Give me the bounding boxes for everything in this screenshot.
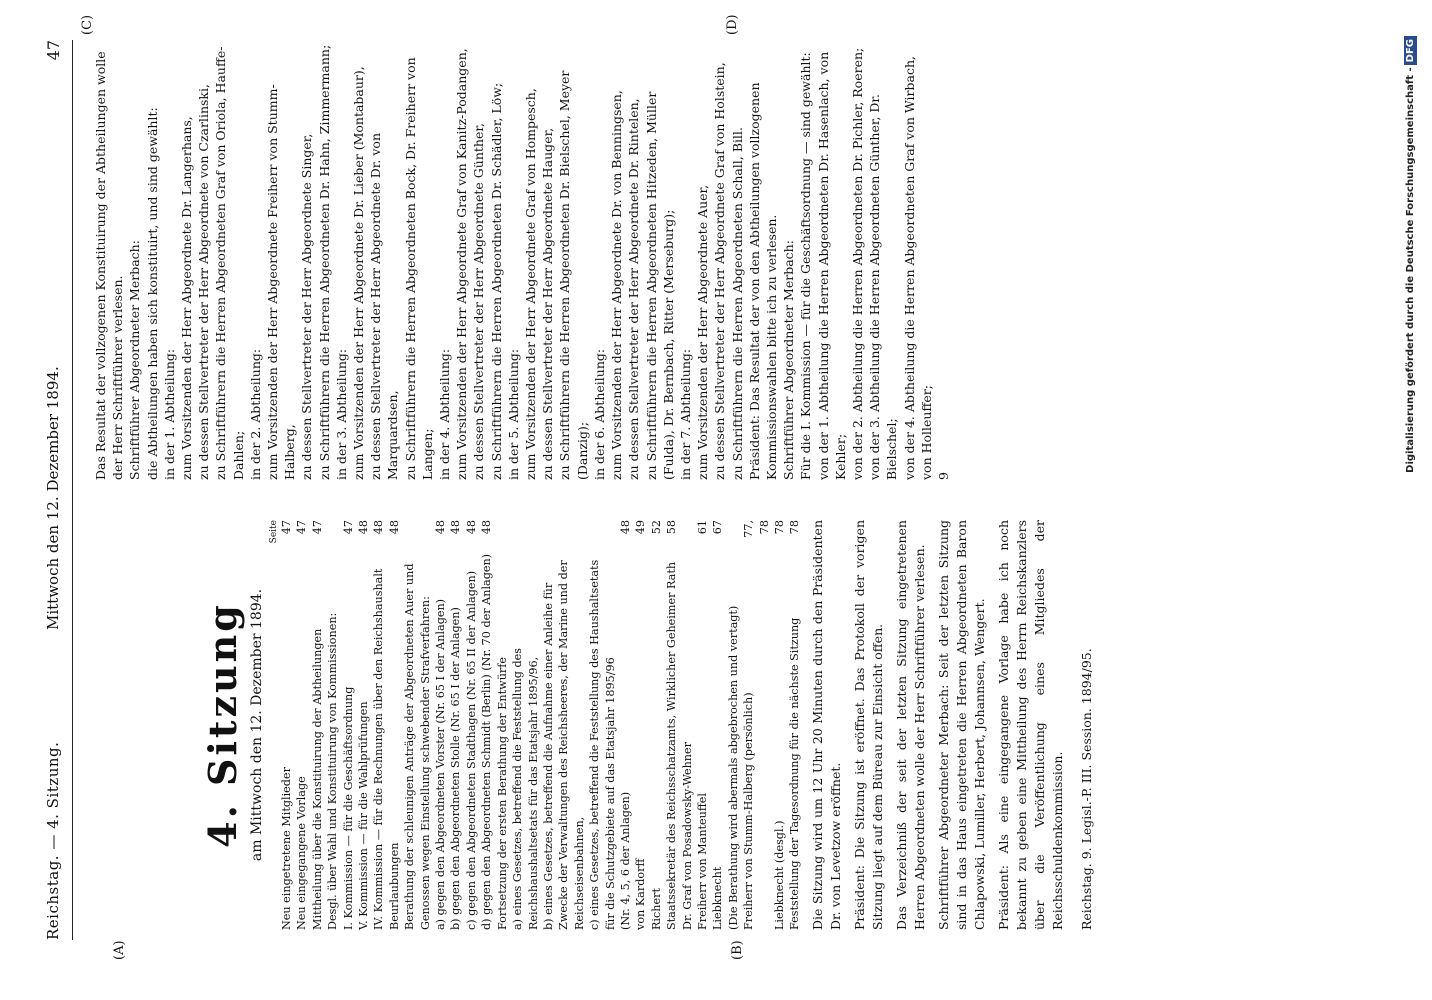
toc-row xyxy=(371,520,386,930)
toc-page: 78 xyxy=(788,520,802,535)
text-line: die Abtheilungen haben sich konstituirt, und sind gewählt: xyxy=(144,107,160,480)
text-line: zu Schriftführern die Herren Abgeordneten Dr. Hahn, Zimmermann; xyxy=(316,44,332,480)
toc-entry: Staatssekretär des Reichsschatzamts, Wirklicher Geheimer Rath Dr. Graf von Posadowsky-Wehner xyxy=(665,561,694,930)
toc-entry: Neu eingetretene Mitglieder xyxy=(280,767,293,930)
text-line: zum Vorsitzenden der Herr Abgeordnete Graf von Hompesch, xyxy=(523,88,539,480)
text-line: von der 3. Abtheilung die Herren Abgeordneten Günther, Dr. Bielschel; xyxy=(867,94,900,480)
toc-row xyxy=(341,520,356,930)
toc-page xyxy=(325,520,340,544)
toc-page: 48 xyxy=(480,520,494,535)
text-line: zu Schriftführern die Herren Abgeordneten Hitzeden, Müller (Fulda), Dr. Bernbach, Ritter (Merseburg); xyxy=(643,91,676,480)
marker-a: (A) xyxy=(112,940,127,960)
text-line: in der 3. Abtheilung: xyxy=(333,348,349,480)
toc-entry: V. Kommission — für die Wahlprüfungen xyxy=(357,701,371,930)
session-date: am Mittwoch den 12. Dezember 1894. xyxy=(249,588,265,862)
toc-row xyxy=(387,520,402,930)
text-line: Schriftführer Abgeordneter Merbach: xyxy=(781,240,797,480)
toc-row xyxy=(587,520,618,930)
toc-page: 47 xyxy=(310,520,324,535)
text-line: zu dessen Stellvertreter der Herr Abgeordnete Singer, xyxy=(299,133,315,480)
text-line: 9 xyxy=(935,472,951,480)
header-center: Mittwoch den 12. Dezember 1894. xyxy=(44,366,62,630)
toc-row xyxy=(402,520,433,930)
toc-page xyxy=(726,520,741,544)
paragraph: Präsident: Die Sitzung ist eröffnet. Das Protokoll der vorigen Sitzung liegt auf dem Büreau zur Einsicht offen. xyxy=(851,520,885,930)
toc-entry: a) eines Gesetzes, betreffend die Feststellung des Reichshaushaltsetats für das Etatsjahr 1895/96, xyxy=(511,647,540,930)
paragraph: Die Sitzung wird um 12 Uhr 20 Minuten durch den Präsidenten Dr. von Levetzow eröffnet. xyxy=(809,520,843,930)
text-line: Schriftführer Abgeordneter Merbach: xyxy=(127,240,143,480)
page-footer: Reichstag. 9. Legisl.-P. III. Session. 1894/95. xyxy=(1078,648,1094,930)
toc-entry: Richert xyxy=(649,888,663,930)
text-line: zum Vorsitzenden der Herr Abgeordnete Graf von Kanitz-Podangen, xyxy=(454,48,470,480)
toc-row xyxy=(710,520,725,930)
text-line: in der 1. Abtheilung: xyxy=(161,348,177,480)
toc-entry: Desgl. über Wahl und Konstituirung von Kommissionen: xyxy=(326,612,340,930)
toc-row xyxy=(787,520,802,930)
text-line: von der 1. Abtheilung die Herren Abgeordneten Dr. Hasenlach, von Kehler; xyxy=(815,51,848,480)
toc-row xyxy=(664,520,695,930)
toc-row xyxy=(772,520,787,930)
toc-entry: Beurlaubungen xyxy=(387,842,401,930)
toc-page: 47 xyxy=(280,520,293,535)
text-line: zu Schriftführern die Herren Abgeordneten Graf von Oriola, Hauffe-Dahlen; xyxy=(213,46,246,480)
toc-page xyxy=(495,520,510,544)
text-line: von der 2. Abtheilung die Herren Abgeordneten Dr. Pichler, Roeren; xyxy=(849,47,865,480)
toc-page xyxy=(587,520,618,544)
text-line: Das Resultat der vollzogenen Konstituirung der Abtheilungen wolle der Herr Schriftführer verlesen. xyxy=(93,51,126,480)
toc-entry: von Kardorff xyxy=(634,858,648,930)
marker-c: (C) xyxy=(80,14,95,35)
paragraph: Präsident: Als eine eingegangene Vorlage habe ich noch bekannt zu geben eine Mittheilung des Herrn Reichskanzlers über die Veröffentlichung eines Mitgliedes der Reichsschuldenkommission. xyxy=(995,520,1065,930)
marker-b: (B) xyxy=(730,940,745,960)
text-line: in der 6. Abtheilung: xyxy=(591,348,607,480)
toc-entry: I. Kommission — für die Geschäftsordnung xyxy=(341,686,355,930)
toc-entry: c) eines Gesetzes, betreffend die Feststellung des Haushaltsetats für die Schutzgebiete auf das Etatsjahr 1895/96 xyxy=(588,559,617,930)
text-line: Für die I. Kommission — für die Geschäftsordnung — sind gewählt: xyxy=(798,52,814,480)
toc-entry: Liebknecht (desgl.) xyxy=(773,820,786,930)
session-title: 4. Sitzung xyxy=(200,602,245,848)
opening-paragraphs xyxy=(809,520,1067,930)
toc-entry: (Nr. 4, 5, 6 der Anlagen) xyxy=(618,791,632,930)
paragraph: Schriftführer Abgeordneter Merbach: Seit der letzten Sitzung sind in das Haus eingetreten die Herren Abgeordneten Baron Chlapowski, Lumiller, Herbert, Johannsen, Wengert. xyxy=(935,520,987,930)
text-line: zum Vorsitzenden der Herr Abgeordnete Freiherr von Stumm-Halberg, xyxy=(265,84,298,480)
toc-entry: d) gegen den Abgeordneten Schmidt (Berlin) (Nr. 70 der Anlagen) xyxy=(480,553,494,930)
left-column xyxy=(130,520,1094,930)
text-line: zu dessen Stellvertreter der Herr Abgeordnete Graf von Holstein, xyxy=(712,62,728,480)
toc-entry: a) gegen den Abgeordneten Vorster (Nr. 65 I der Anlagen) xyxy=(434,598,448,930)
text-line: zu Schriftführern die Herren Abgeordneten Schall, Bill. xyxy=(729,127,745,480)
toc-entry: Fortsetzung der ersten Berathung der Entwürfe xyxy=(495,656,509,930)
text-line: zu Schriftführern die Herren Abgeordneten Bock, Dr. Freiherr von Langen; xyxy=(402,57,435,480)
digitization-notice xyxy=(1398,0,1428,1000)
toc-page: 48 xyxy=(434,520,448,535)
table-of-contents xyxy=(279,520,803,930)
dfg-logo: DFG xyxy=(1404,36,1417,65)
toc-page: 48 xyxy=(372,520,386,535)
toc-entry: Mittheilung über die Konstituirung der Abtheilungen xyxy=(310,628,324,930)
toc-row xyxy=(356,520,371,930)
toc-row xyxy=(433,520,448,930)
toc-page: 58 xyxy=(665,520,679,535)
toc-page: 49 xyxy=(634,520,648,535)
text-line: von der 4. Abtheilung die Herren Abgeordneten Graf von Wirbach, von Holleuffer; xyxy=(901,56,934,480)
toc-row xyxy=(649,520,664,930)
toc-row xyxy=(479,520,494,930)
toc-row xyxy=(510,520,541,930)
toc-entry: b) eines Gesetzes, betreffend die Aufnahme einer Anleihe für Zwecke der Verwaltungen des Reichsheeres, der Marine und der Reichseisenbahnen, xyxy=(541,560,586,930)
toc-entry: Liebknecht xyxy=(711,866,725,930)
toc-page: 48 xyxy=(464,520,478,535)
page-header xyxy=(42,40,73,940)
text-line: in der 7. Abtheilung: xyxy=(677,348,693,480)
toc-page: 48 xyxy=(387,520,401,535)
toc-entry: IV. Kommission — für die Rechnungen über den Reichshaushalt xyxy=(372,568,386,930)
toc-page xyxy=(402,520,433,544)
header-left: Reichstag. — 4. Sitzung. xyxy=(44,741,62,940)
text-line: in der 5. Abtheilung: xyxy=(505,348,521,480)
toc-entry: b) gegen den Abgeordneten Stolle (Nr. 65 I der Anlagen) xyxy=(449,607,463,930)
toc-page: 48 xyxy=(449,520,463,535)
toc-entry: Neu eingegangene Vorlage xyxy=(295,776,309,930)
toc-page: 48 xyxy=(357,520,371,535)
toc-row xyxy=(279,520,294,930)
right-column xyxy=(92,40,952,480)
toc-row xyxy=(325,520,340,930)
toc-row xyxy=(495,520,510,930)
toc-page: 77, 78 xyxy=(742,520,771,538)
toc-row xyxy=(741,520,772,930)
toc-row xyxy=(448,520,463,930)
text-line: zum Vorsitzenden der Herr Abgeordnete Auer, xyxy=(695,184,711,480)
toc-entry: Freiherr von Stumm-Halberg (persönlich) xyxy=(742,692,756,930)
toc-entry: c) gegen den Abgeordneten Stadthagen (Nr. 65 II der Anlagen) xyxy=(464,570,478,930)
toc-row xyxy=(294,520,309,930)
toc-row xyxy=(310,520,325,930)
toc-page: 78 xyxy=(773,520,786,535)
text-line: zum Vorsitzenden der Herr Abgeordnete Dr. von Benningsen, xyxy=(609,90,625,480)
toc-row xyxy=(695,520,710,930)
text-line: zu dessen Stellvertreter der Herr Abgeordnete Hauger, xyxy=(540,127,556,480)
text-line: in der 4. Abtheilung: xyxy=(437,348,453,480)
text-line: zu dessen Stellvertreter der Herr Abgeordnete Dr. von Marquardsen, xyxy=(368,133,401,480)
toc-row xyxy=(464,520,479,930)
text-line: zu Schriftführern die Herren Abgeordneten Dr. Schädler, Löw; xyxy=(488,82,504,480)
marker-d: (D) xyxy=(725,14,740,35)
toc-row xyxy=(726,520,741,930)
toc-row xyxy=(633,520,648,930)
toc-header: Seite xyxy=(269,520,279,544)
toc-entry: Feststellung der Tagesordnung für die nächste Sitzung xyxy=(788,617,802,930)
text-line: zum Vorsitzenden der Herr Abgeordnete Dr. Lieber (Montabaur), xyxy=(351,66,367,480)
text-line: zu Schriftführern die Herren Abgeordneten Dr. Bielschel, Meyer (Danzig); xyxy=(557,70,590,480)
toc-entry: Berathung der schleunigen Anträge der Abgeordneten Auer und Genossen wegen Einstellung schwebender Strafverfahren: xyxy=(403,563,432,930)
toc-page: 67 xyxy=(711,520,725,535)
toc-page: 47 xyxy=(295,520,309,535)
toc-page: 52 xyxy=(649,520,663,535)
page-number: 47 xyxy=(44,40,63,61)
paragraph: Das Verzeichniß der seit der letzten Sitzung eingetretenen Herren Abgeordneten wolle der Herr Schriftführer verlesen. xyxy=(893,520,927,930)
toc-page: 61 xyxy=(695,520,709,535)
text-line: in der 2. Abtheilung: xyxy=(247,348,263,480)
text-line: zu dessen Stellvertreter der Herr Abgeordnete Günther, xyxy=(471,123,487,480)
toc-page xyxy=(510,520,541,544)
toc-row xyxy=(541,520,587,930)
toc-page: 47 xyxy=(341,520,355,535)
toc-row xyxy=(618,520,633,930)
text-line: Präsident: Das Resultat der von den Abtheilungen vollzogenen Kommissionswahlen bitte ich zu verlesen. xyxy=(746,82,779,480)
text-line: zu dessen Stellvertreter der Herr Abgeordnete von Czarlinski, xyxy=(196,84,212,480)
toc-page: 48 xyxy=(618,520,632,535)
toc-entry: Freiherr von Manteuffel xyxy=(695,792,709,930)
text-line: zu dessen Stellvertreter der Herr Abgeordnete Dr. Rintelen, xyxy=(626,98,642,480)
text-line: zum Vorsitzenden der Herr Abgeordnete Dr. Langerhans, xyxy=(179,116,195,480)
toc-page xyxy=(541,520,587,544)
digitization-text: Digitalisierung gefördert durch die Deutsche Forschungsgemeinschaft - xyxy=(1405,67,1416,473)
toc-entry: (Die Berathung wird abermals abgebrochen und vertagt) xyxy=(726,605,740,930)
